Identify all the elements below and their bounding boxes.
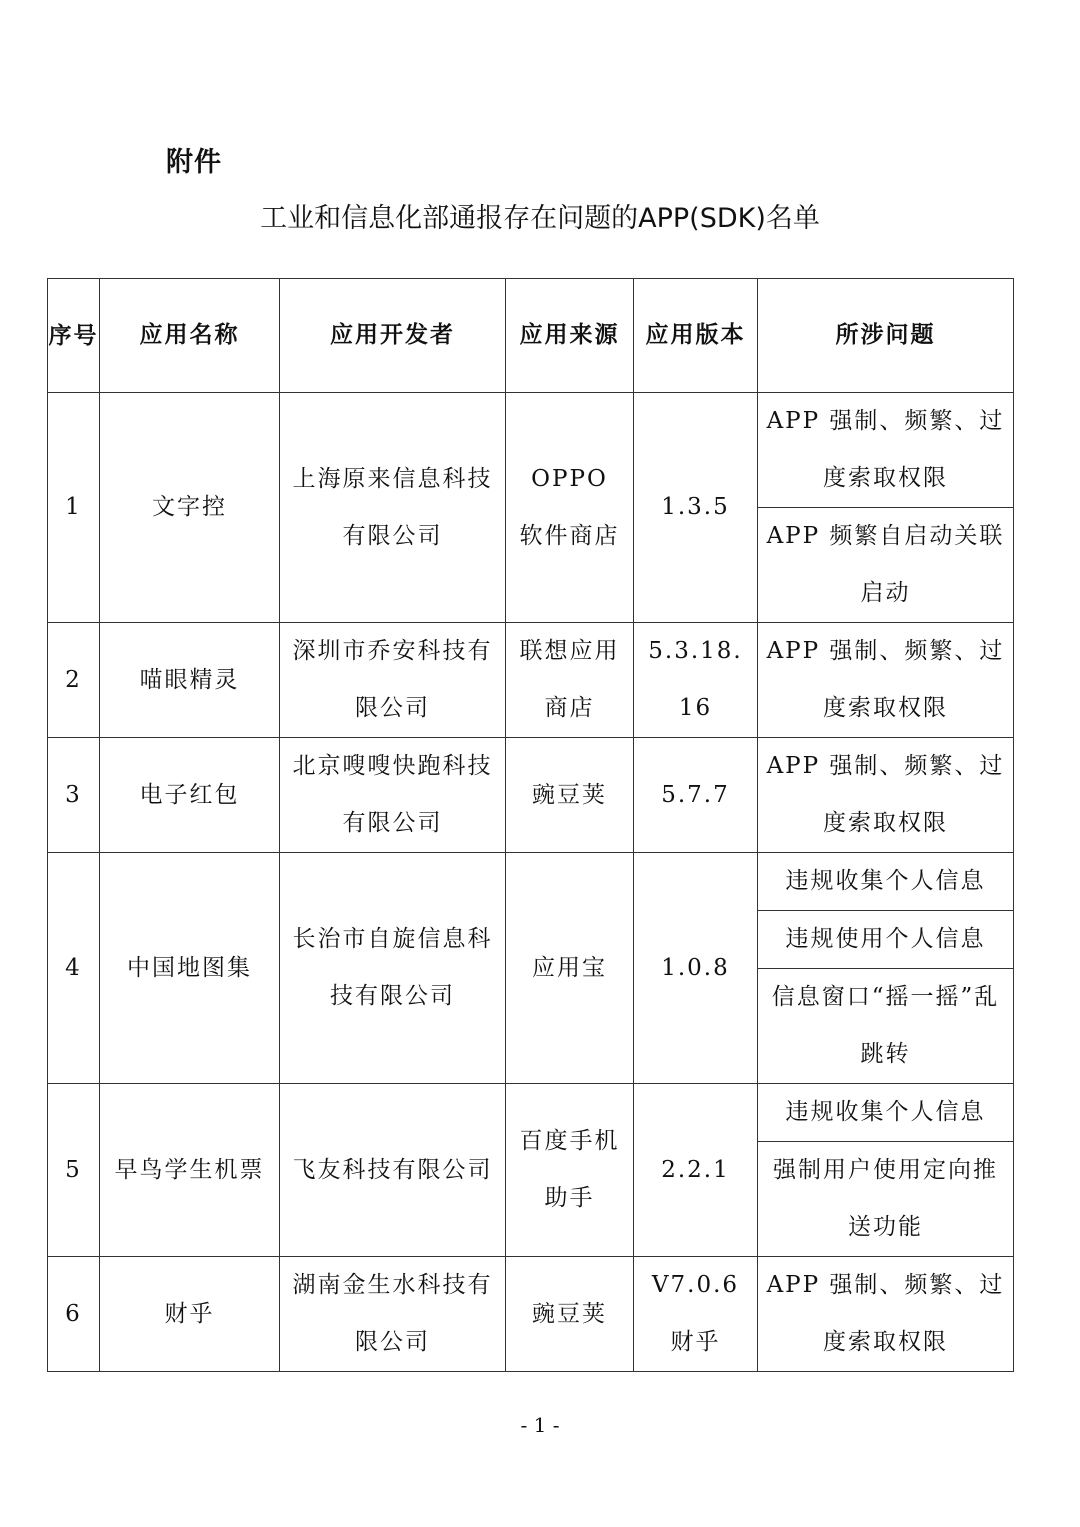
- app-version: 5.3.18.16: [634, 623, 758, 738]
- row-index: 3: [48, 738, 100, 853]
- table-row: [48, 853, 1014, 911]
- app-issue: APP 强制、频繁、过度索取权限: [758, 1257, 1014, 1372]
- app-issue: 强制用户使用定向推送功能: [758, 1142, 1014, 1257]
- header-version: 应用版本: [634, 279, 758, 393]
- row-index: 5: [48, 1084, 100, 1257]
- app-version: 2.2.1: [634, 1084, 758, 1257]
- app-issue: 违规收集个人信息: [758, 853, 1014, 911]
- app-developer: 飞友科技有限公司: [280, 1084, 506, 1257]
- header-name: 应用名称: [100, 279, 280, 393]
- app-list-table: [47, 278, 1014, 1372]
- header-issues: 所涉问题: [758, 279, 1014, 393]
- table-header-row: [48, 279, 1014, 393]
- row-index: 4: [48, 853, 100, 1084]
- app-source: 联想应用商店: [506, 623, 634, 738]
- app-name: 文字控: [100, 393, 280, 623]
- app-developer: 深圳市乔安科技有限公司: [280, 623, 506, 738]
- app-issue: APP 强制、频繁、过度索取权限: [758, 738, 1014, 853]
- app-name: 中国地图集: [100, 853, 280, 1084]
- app-version: 1.0.8: [634, 853, 758, 1084]
- document-title: 工业和信息化部通报存在问题的APP(SDK)名单: [260, 203, 820, 234]
- app-source: 百度手机助手: [506, 1084, 634, 1257]
- app-issue: 信息窗口“摇一摇”乱跳转: [758, 969, 1014, 1084]
- table-row: [48, 623, 1014, 738]
- app-source: 豌豆荚: [506, 1257, 634, 1372]
- attachment-label: 附件: [166, 147, 222, 178]
- app-version: 5.7.7: [634, 738, 758, 853]
- app-name: 财乎: [100, 1257, 280, 1372]
- app-source: 应用宝: [506, 853, 634, 1084]
- table-row: [48, 1084, 1014, 1142]
- app-developer: 长治市自旋信息科技有限公司: [280, 853, 506, 1084]
- app-issue: 违规使用个人信息: [758, 911, 1014, 969]
- row-index: 1: [48, 393, 100, 623]
- app-source: 豌豆荚: [506, 738, 634, 853]
- app-developer: 湖南金生水科技有限公司: [280, 1257, 506, 1372]
- header-developer: 应用开发者: [280, 279, 506, 393]
- row-index: 2: [48, 623, 100, 738]
- header-index: 序号: [48, 279, 100, 393]
- app-name: 喵眼精灵: [100, 623, 280, 738]
- header-source: 应用来源: [506, 279, 634, 393]
- app-name: 早鸟学生机票: [100, 1084, 280, 1257]
- table-row: [48, 1257, 1014, 1372]
- table-row: [48, 393, 1014, 508]
- app-version: 1.3.5: [634, 393, 758, 623]
- app-issue: APP 强制、频繁、过度索取权限: [758, 393, 1014, 508]
- page-number: - 1 -: [520, 1413, 560, 1437]
- app-issue: 违规收集个人信息: [758, 1084, 1014, 1142]
- row-index: 6: [48, 1257, 100, 1372]
- app-issue: APP 频繁自启动关联启动: [758, 508, 1014, 623]
- table-row: [48, 738, 1014, 853]
- app-source: OPPO 软件商店: [506, 393, 634, 623]
- app-issue: APP 强制、频繁、过度索取权限: [758, 623, 1014, 738]
- app-version: V7.0.6 财乎: [634, 1257, 758, 1372]
- app-developer: 北京嗖嗖快跑科技有限公司: [280, 738, 506, 853]
- app-name: 电子红包: [100, 738, 280, 853]
- app-developer: 上海原来信息科技有限公司: [280, 393, 506, 623]
